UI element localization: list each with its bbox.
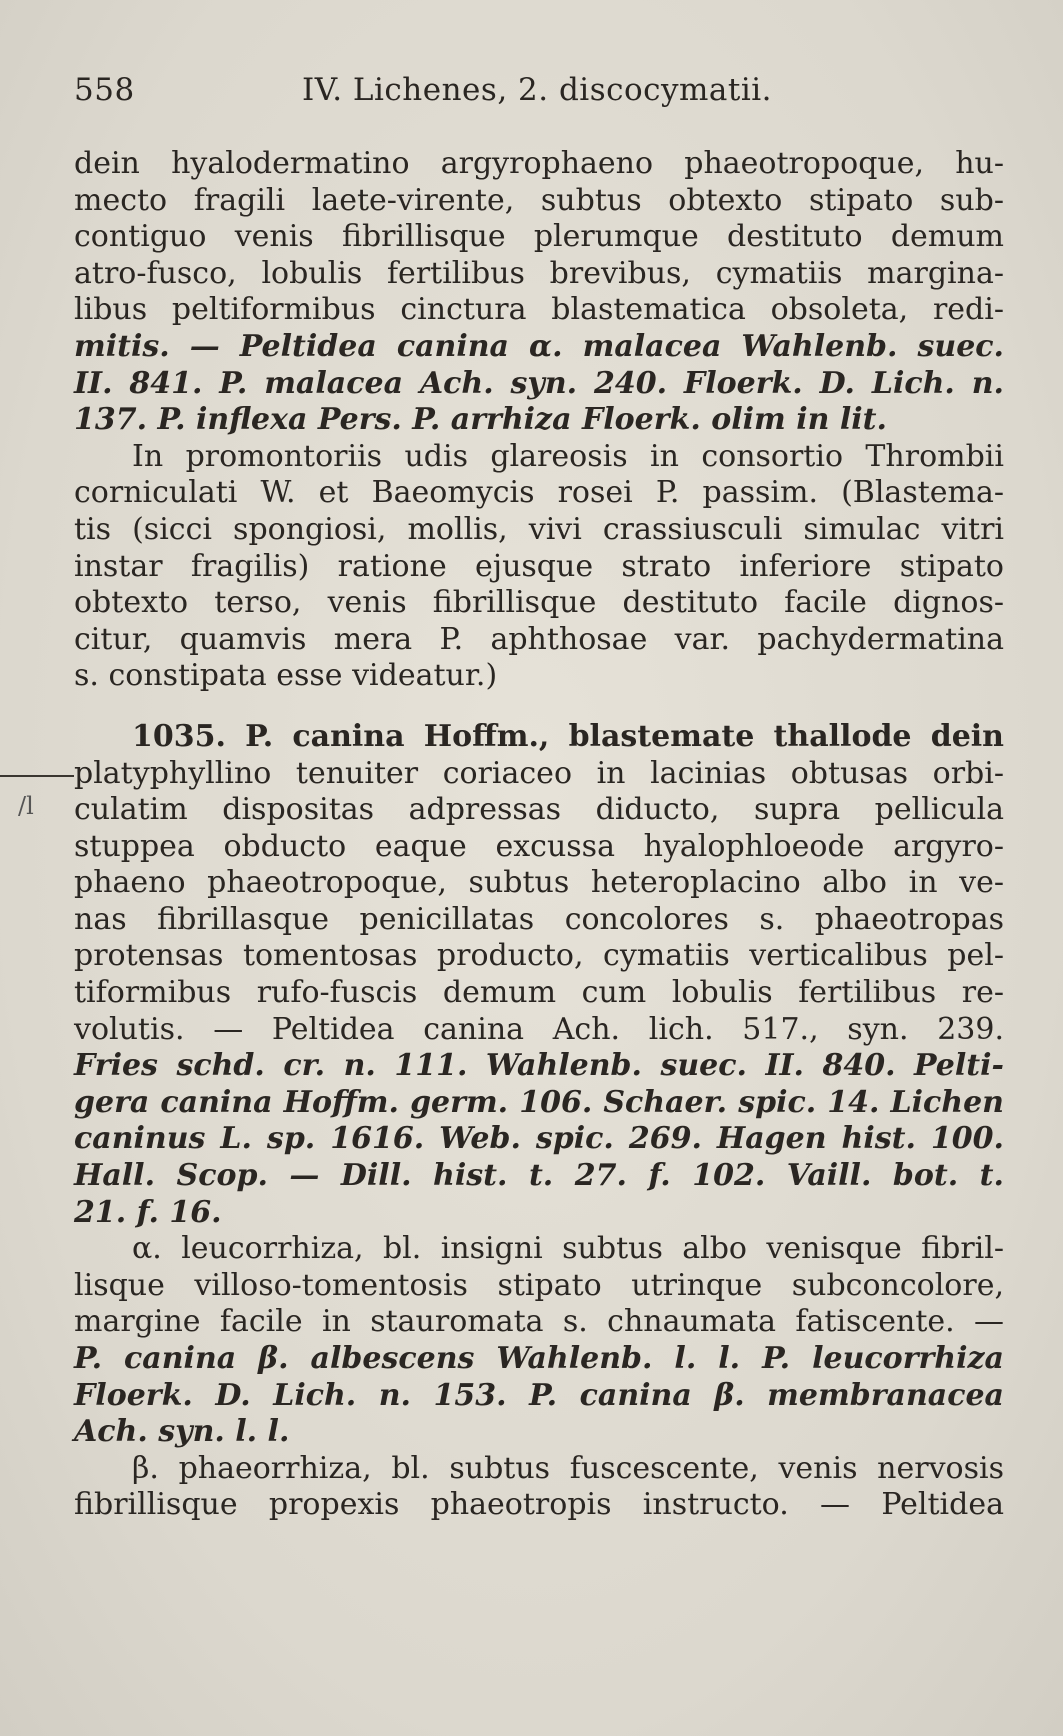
citation-line: 21. f. 16. [74,1194,222,1230]
citation-line: gera canina Hoffm. germ. 106. Schaer. spic. 14. Lichen [74,1084,1004,1120]
variety-line: β. phaeorrhiza, bl. subtus fuscescente, venis nervosis [132,1450,1004,1486]
text-line: citur, quamvis mera P. aphthosae var. pachydermatina [74,621,1004,657]
text-line: In promontoriis udis glareosis in consortio Thrombii [132,438,1004,474]
text-line: dein hyalodermatino argyrophaeno phaeotropoque, hu- [74,146,1004,181]
citation-line: Fries schd. cr. n. 111. Wahlenb. suec. II. 840. Pelti- [74,1048,1004,1084]
text-line: instar fragilis) ratione ejusque strato inferiore stipato [74,548,1004,584]
text-line: tiformibus rufo-fuscis demum cum lobulis fertilibus re- [74,975,1004,1011]
citation-line: II. 841. P. malacea Ach. syn. 240. Floerk. D. Lich. n. [74,365,1004,401]
text-line: lisque villoso-tomentosis stipato utrinque subconcolore, [74,1267,1004,1303]
text-line: stuppea obducto eaque excussa hyalophloeode argyro- [74,828,1004,864]
species-heading-line: 1035. P. canina Hoffm., blastemate thallode dein [132,718,1004,754]
citation-line: mitis. — Peltidea canina α. malacea Wahlenb. suec. [74,328,1004,364]
text-line: tis (sicci spongiosi, mollis, vivi crassiusculi simulac vitri [74,511,1004,547]
text-line: atro-fusco, lobulis fertilibus brevibus, cymatiis margina- [74,255,1004,291]
text-line: libus peltiformibus cinctura blastematica obsoleta, redi- [74,292,1004,328]
text-line: nas fibrillasque penicillatas concolores s. phaeotropas [74,901,1004,937]
text-line: mecto fragili laete-virente, subtus obtexto stipato sub- [74,182,1004,218]
main-text [74,146,1004,1524]
text-line: s. constipata esse videatur.) [74,658,498,694]
variety-line: α. leucorrhiza, bl. insigni subtus albo venisque fibril- [132,1231,1004,1267]
text-line: contiguo venis fibrillisque plerumque destituto demum [74,219,1004,255]
running-title: IV. Lichenes, 2. discocymatii. [302,72,773,108]
text-line: corniculati W. et Baeomycis rosei P. passim. (Blastema- [74,475,1004,511]
text-line: volutis. — Peltidea canina Ach. lich. 517., syn. 239. [74,1011,1004,1047]
text-line: fibrillisque propexis phaeotropis instructo. — Peltidea [74,1487,1004,1523]
citation-line: Floerk. D. Lich. n. 153. P. canina β. membranacea [74,1377,1004,1413]
citation-line: P. canina β. albescens Wahlenb. l. l. P. leucorrhiza [74,1341,1004,1376]
text-line: culatim dispositas adpressas diducto, supra pellicula [74,792,1004,828]
margin-mark: /l [18,792,34,820]
text-line: platyphyllino tenuiter coriaceo in lacinias obtusas orbi- [74,755,1004,791]
text-line: phaeno phaeotropoque, subtus heteroplacino albo in ve- [74,865,1004,901]
margin-rule [0,775,74,777]
citation-line: Hall. Scop. — Dill. hist. t. 27. f. 102. Vaill. bot. t. [74,1158,1004,1194]
page-number: 558 [74,72,135,108]
text-line: protensas tomentosas producto, cymatiis verticalibus pel- [74,938,1004,974]
citation-line: caninus L. sp. 1616. Web. spic. 269. Hagen hist. 100. [74,1121,1004,1157]
citation-line: 137. P. inflexa Pers. P. arrhiza Floerk. olim in lit. [74,402,887,438]
text-line: obtexto terso, venis fibrillisque destituto facile dignos- [74,585,1004,621]
citation-line: Ach. syn. l. l. [74,1414,290,1450]
page-header [74,72,994,122]
text-line: margine facile in stauromata s. chnaumata fatiscente. — [74,1304,1004,1340]
